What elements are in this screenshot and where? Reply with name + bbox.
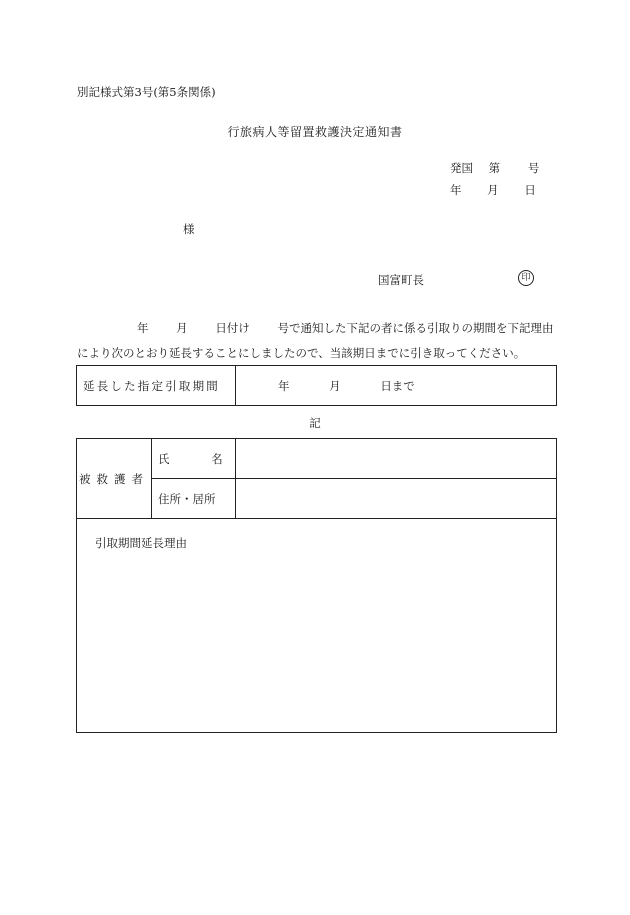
- reason-box[interactable]: [77, 519, 557, 733]
- body-date-suffix: 日付け: [215, 321, 250, 335]
- body-year: 年: [137, 321, 149, 335]
- reference-number: [450, 160, 539, 176]
- document-title: 行旅病人等留置救護決定通知書: [227, 125, 403, 139]
- notice-paragraph-line1: [77, 320, 557, 336]
- form-id: 別記様式第3号(第5条関係): [77, 85, 216, 99]
- address-field[interactable]: [236, 479, 557, 519]
- ki-heading: 記: [309, 416, 321, 430]
- addressee-suffix: 様: [183, 222, 195, 236]
- period-label: 延長した指定引取期間: [77, 366, 236, 406]
- name-label: [152, 439, 236, 479]
- notice-paragraph-line2: により次のとおり延長することにしましたので、当該期日までに引き取ってください。: [77, 346, 526, 360]
- ref-dai: 第: [488, 161, 501, 175]
- issue-date: [450, 182, 536, 198]
- date-month: 月: [487, 183, 499, 197]
- period-table: [76, 365, 557, 406]
- rescued-person-label: 被救護者: [77, 439, 152, 519]
- issuer: 国富町長: [378, 273, 424, 287]
- body-notice-text: 号で通知した下記の者に係る引取りの期間を下記理由: [277, 321, 554, 335]
- period-month: 月: [329, 378, 341, 393]
- ref-go: 号: [527, 161, 540, 175]
- seal-mark: 印: [518, 270, 534, 286]
- name-field[interactable]: [236, 439, 557, 479]
- period-year: 年: [278, 378, 290, 393]
- period-value: [236, 366, 557, 406]
- date-day: 日: [524, 183, 536, 197]
- rescued-person-table: [76, 438, 557, 733]
- body-month: 月: [176, 321, 188, 335]
- name-label-1: 氏: [158, 451, 170, 466]
- reason-label: 引取期間延長理由: [95, 536, 187, 550]
- period-until: 日まで: [380, 378, 415, 393]
- name-label-2: 名: [211, 451, 223, 466]
- address-label: 住所・居所: [152, 479, 236, 519]
- ref-issue: 発国: [450, 161, 473, 175]
- date-year: 年: [450, 183, 462, 197]
